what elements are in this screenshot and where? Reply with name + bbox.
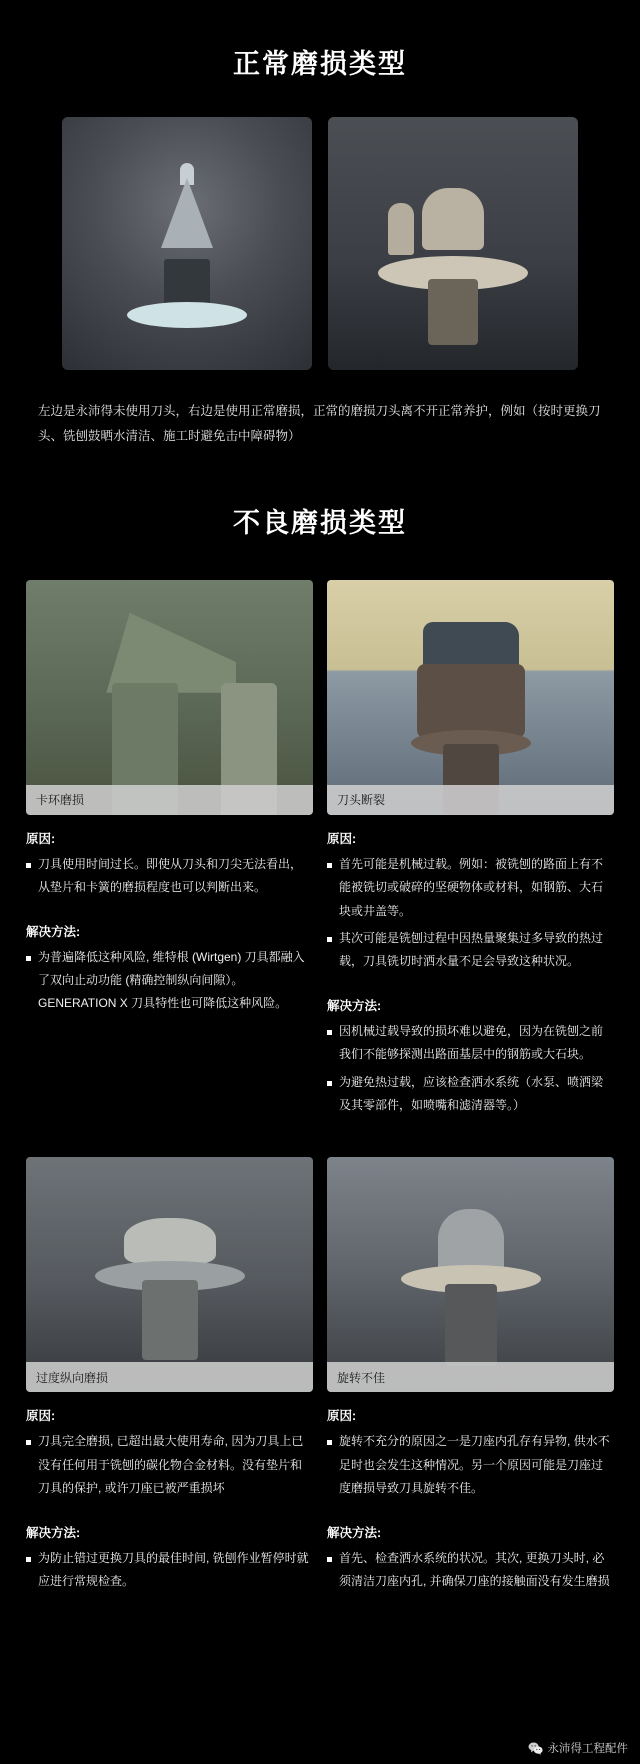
list-item: 旋转不充分的原因之一是刀座内孔存有异物, 供水不足时也会发生这种情况。另一个原因可能是刀座过度磨损导致刀具旋转不佳。 [327, 1430, 614, 1500]
list-item: 为防止错过更换刀具的最佳时间, 铣刨作业暂停时就应进行常规检查。 [26, 1547, 313, 1594]
solution-heading: 解决方法: [26, 924, 81, 939]
list-item: 首先、检查洒水系统的状况。其次, 更换刀头时, 必须清洁刀座内孔, 并确保刀座的接触面没有发生磨损 [327, 1547, 614, 1594]
normal-wear-pick-photo [328, 117, 578, 370]
cause-list [327, 1430, 614, 1500]
solution-list [327, 1547, 614, 1594]
wechat-icon [528, 1742, 543, 1755]
photo-label: 过度纵向磨损 [26, 1362, 313, 1392]
list-item: 因机械过载导致的损坏难以避免，因为在铣刨之前我们不能够探测出路面基层中的钢筋或大石块。 [327, 1020, 614, 1067]
cause-list [26, 1430, 313, 1500]
cause-heading: 原因: [327, 831, 357, 846]
section-title-bad: 不良磨损类型 [233, 507, 407, 538]
bad-wear-card-3 [26, 1157, 313, 1706]
bad-wear-card-1 [26, 580, 313, 1132]
page-root [0, 18, 640, 1764]
new-unused-pick-photo [62, 117, 312, 370]
broken-head-photo [327, 580, 614, 815]
photo-label: 旋转不佳 [327, 1362, 614, 1392]
list-item: 其次可能是铣刨过程中因热量聚集过多导致的热过载，刀具铣切时洒水量不足会导致这种状况。 [327, 927, 614, 974]
solution-list [327, 1020, 614, 1118]
bad-wear-card-2 [327, 580, 614, 1132]
list-item: 首先可能是机械过载。例如：被铣刨的路面上有不能被铣切或破碎的坚硬物体或材料，如钢筋、大石块或井盖等。 [327, 853, 614, 923]
longitudinal-wear-photo [26, 1157, 313, 1392]
clip-wear-photo [26, 580, 313, 815]
cause-list [26, 853, 313, 900]
section-title-normal: 正常磨损类型 [233, 49, 407, 80]
cause-heading: 原因: [327, 1409, 357, 1424]
solution-list [26, 1547, 313, 1594]
photo-label: 刀头断裂 [327, 785, 614, 815]
footer-brand [528, 1740, 629, 1756]
cause-list [327, 853, 614, 974]
normal-wear-caption: 左边是永沛得未使用刀头，右边是使用正常磨损，正常的磨损刀头离不开正常养护，例如（按时更换刀头、铣刨鼓晒水清洁、施工时避免击中障碍物） [38, 403, 601, 443]
cause-heading: 原因: [26, 1409, 56, 1424]
poor-rotation-photo [327, 1157, 614, 1392]
photo-label: 卡环磨损 [26, 785, 313, 815]
footer-brand-text: 永沛得工程配件 [547, 1743, 628, 1756]
list-item: 为普遍降低这种风险, 维特根 (Wirtgen) 刀具都融入了双向止动功能 (精确控制纵向间隙）。GENERATION X 刀具特性也可降低这种风险。 [26, 946, 313, 1016]
cause-heading: 原因: [26, 831, 56, 846]
list-item: 为避免热过载，应该检查洒水系统（水泵、喷洒梁及其零部件，如喷嘴和滤清器等。） [327, 1071, 614, 1118]
bad-wear-grid [0, 580, 640, 1707]
solution-heading: 解决方法: [327, 998, 382, 1013]
list-item: 刀具完全磨损, 已超出最大使用寿命, 因为刀具上已没有任何用于铣刨的碳化物合金材料。没有垫片和刀具的保护, 或许刀座已被严重损坏 [26, 1430, 313, 1500]
bad-wear-card-4 [327, 1157, 614, 1706]
solution-heading: 解决方法: [327, 1525, 382, 1540]
solution-list [26, 946, 313, 1016]
solution-heading: 解决方法: [26, 1525, 81, 1540]
list-item: 刀具使用时间过长。即使从刀头和刀尖无法看出，从垫片和卡簧的磨损程度也可以判断出来。 [26, 853, 313, 900]
normal-photos-row [0, 117, 640, 370]
